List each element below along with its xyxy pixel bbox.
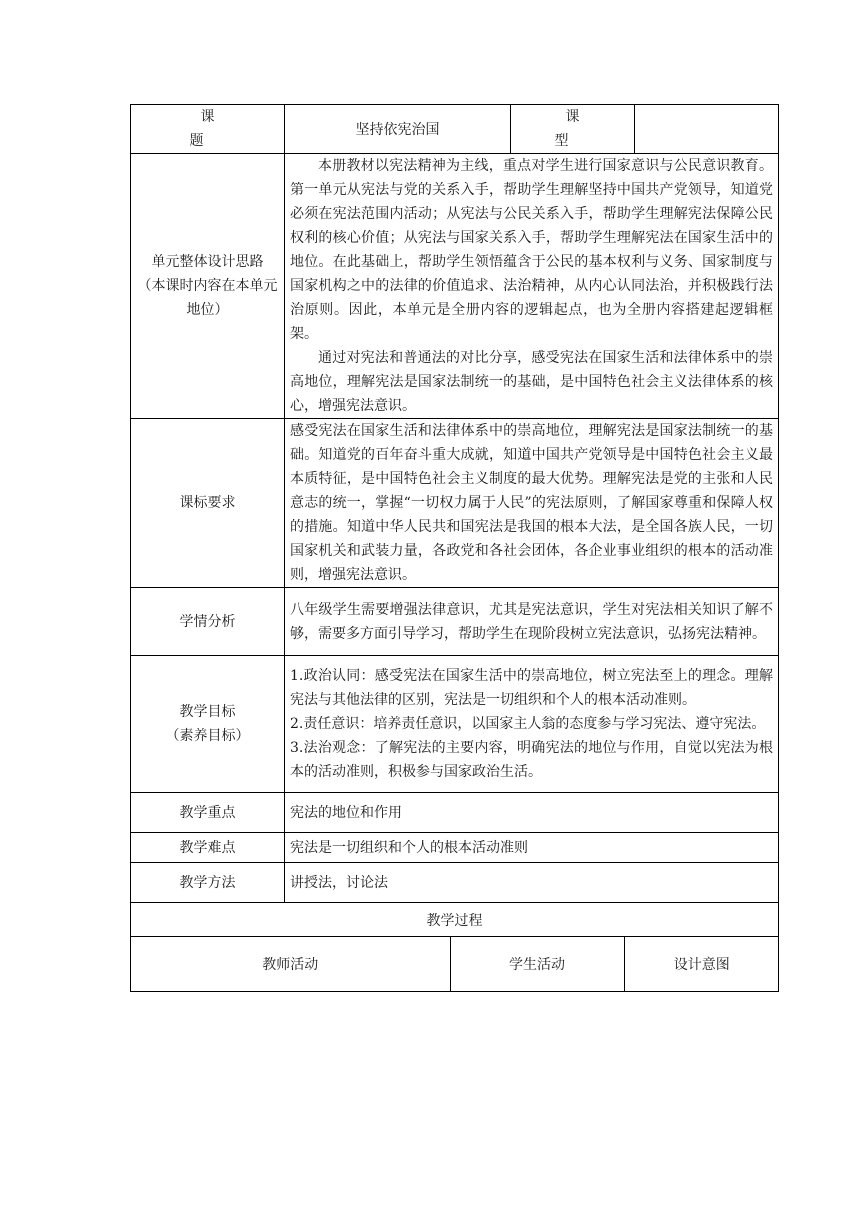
curriculum-standard-label: 课标要求 — [131, 419, 285, 588]
process-columns-cell — [131, 937, 779, 992]
difficult-point-text: 宪法是一切组织和个人的根本活动准则 — [285, 833, 779, 863]
method-row — [131, 863, 779, 903]
difficult-point-row — [131, 833, 779, 863]
unit-design-content — [285, 154, 779, 419]
difficult-point-label: 教学难点 — [131, 833, 285, 863]
process-title-row — [131, 903, 779, 937]
student-analysis-text: 八年级学生需要增强法律意识，尤其是宪法意识，学生对宪法相关知识了解不够，需要多方面引导学习，帮助学生在现阶段树立宪法意识，弘扬宪法精神。 — [290, 601, 773, 642]
column-design-intent: 设计意图 — [673, 957, 730, 973]
key-point-text: 宪法的地位和作用 — [285, 793, 779, 833]
teaching-goal-item: 3.法治观念：了解宪法的主要内容，明确宪法的地位与作用，自觉以宪法为根本的活动准则，积极参与国家政治生活。 — [290, 740, 773, 780]
column-teacher-activity: 教师活动 — [131, 937, 450, 991]
teaching-goals-content — [285, 656, 779, 793]
process-title: 教学过程 — [131, 903, 779, 937]
student-analysis-row — [131, 588, 779, 656]
process-columns-table — [131, 937, 779, 991]
teaching-goal-item: 1.政治认同：感受宪法在国家生活中的崇高地位，树立宪法至上的理念。理解宪法与其他法律的区别，宪法是一切组织和个人的根本活动准则。 — [290, 668, 773, 708]
lesson-plan-table — [130, 104, 779, 992]
unit-design-row — [131, 154, 779, 419]
key-point-label: 教学重点 — [131, 793, 285, 833]
process-columns-row — [131, 937, 779, 992]
column-student-activity: 学生活动 — [450, 937, 624, 991]
key-point-row — [131, 793, 779, 833]
student-analysis-content — [285, 588, 779, 656]
method-label: 教学方法 — [131, 863, 285, 903]
teaching-goal-item: 2.责任意识：培养责任意识，以国家主人翁的态度参与学习宪法、遵守宪法。 — [290, 716, 766, 732]
teaching-goals-row — [131, 656, 779, 793]
student-analysis-label: 学情分析 — [131, 588, 285, 656]
curriculum-standard-content — [285, 419, 779, 588]
curriculum-standard-row — [131, 419, 779, 588]
teaching-goals-sublabel: （素养目标） — [165, 728, 250, 744]
teaching-goals-label-cell — [131, 656, 285, 793]
type-label: 课 型 — [511, 105, 635, 154]
topic-label: 课 题 — [131, 105, 285, 154]
unit-design-sublabel: （本课时内容在本单元地位） — [137, 278, 278, 318]
unit-design-label-cell — [131, 154, 285, 419]
teaching-goals-label: 教学目标 — [179, 704, 236, 720]
unit-design-paragraph-2: 通过对宪法和普通法的对比分享，感受宪法在国家生活和法律体系中的崇高地位，理解宪法是国家法制统一的基础，是中国特色社会主义法律体系的核心，增强宪法意识。 — [290, 350, 773, 414]
title-row — [131, 105, 779, 154]
unit-design-label: 单元整体设计思路 — [151, 254, 264, 270]
unit-design-paragraph-1: 本册教材以宪法精神为主线，重点对学生进行国家意识与公民意识教育。第一单元从宪法与党的关系入手，帮助学生理解坚持中国共产党领导，知道党必须在宪法范围内活动；从宪法与公民关系入手，帮助学生理解宪法保障公民权利的核心价值；从宪法与国家关系入手，帮助学生理解宪法在国家生活中的地位。在此基础上，帮助学生领悟蕴含于公民的基本权利与义务、国家制度与国家机构之中的法律的价值追求、法治精神，从内心认同法治，并积极践行法治原则。因此，本单元是全册内容的逻辑起点，也为全册内容搭建起逻辑框架。 — [290, 158, 773, 342]
curriculum-standard-text: 感受宪法在国家生活和法律体系中的崇高地位，理解宪法是国家法制统一的基础。知道党的百年奋斗重大成就，知道中国共产党领导是中国特色社会主义最本质特征，是中国特色社会主义制度的最大优势。理解宪法是党的主张和人民意志的统一，掌握“一切权力属于人民”的宪法原则，了解国家尊重和保障人权的措施。知道中华人民共和国宪法是我国的根本大法，是全国各族人民，一切国家机关和武装力量，各政党和各社会团体，各企业事业组织的根本的活动准则，增强宪法意识。 — [290, 423, 773, 583]
method-text: 讲授法，讨论法 — [285, 863, 779, 903]
topic-value: 坚持依宪治国 — [285, 105, 511, 154]
